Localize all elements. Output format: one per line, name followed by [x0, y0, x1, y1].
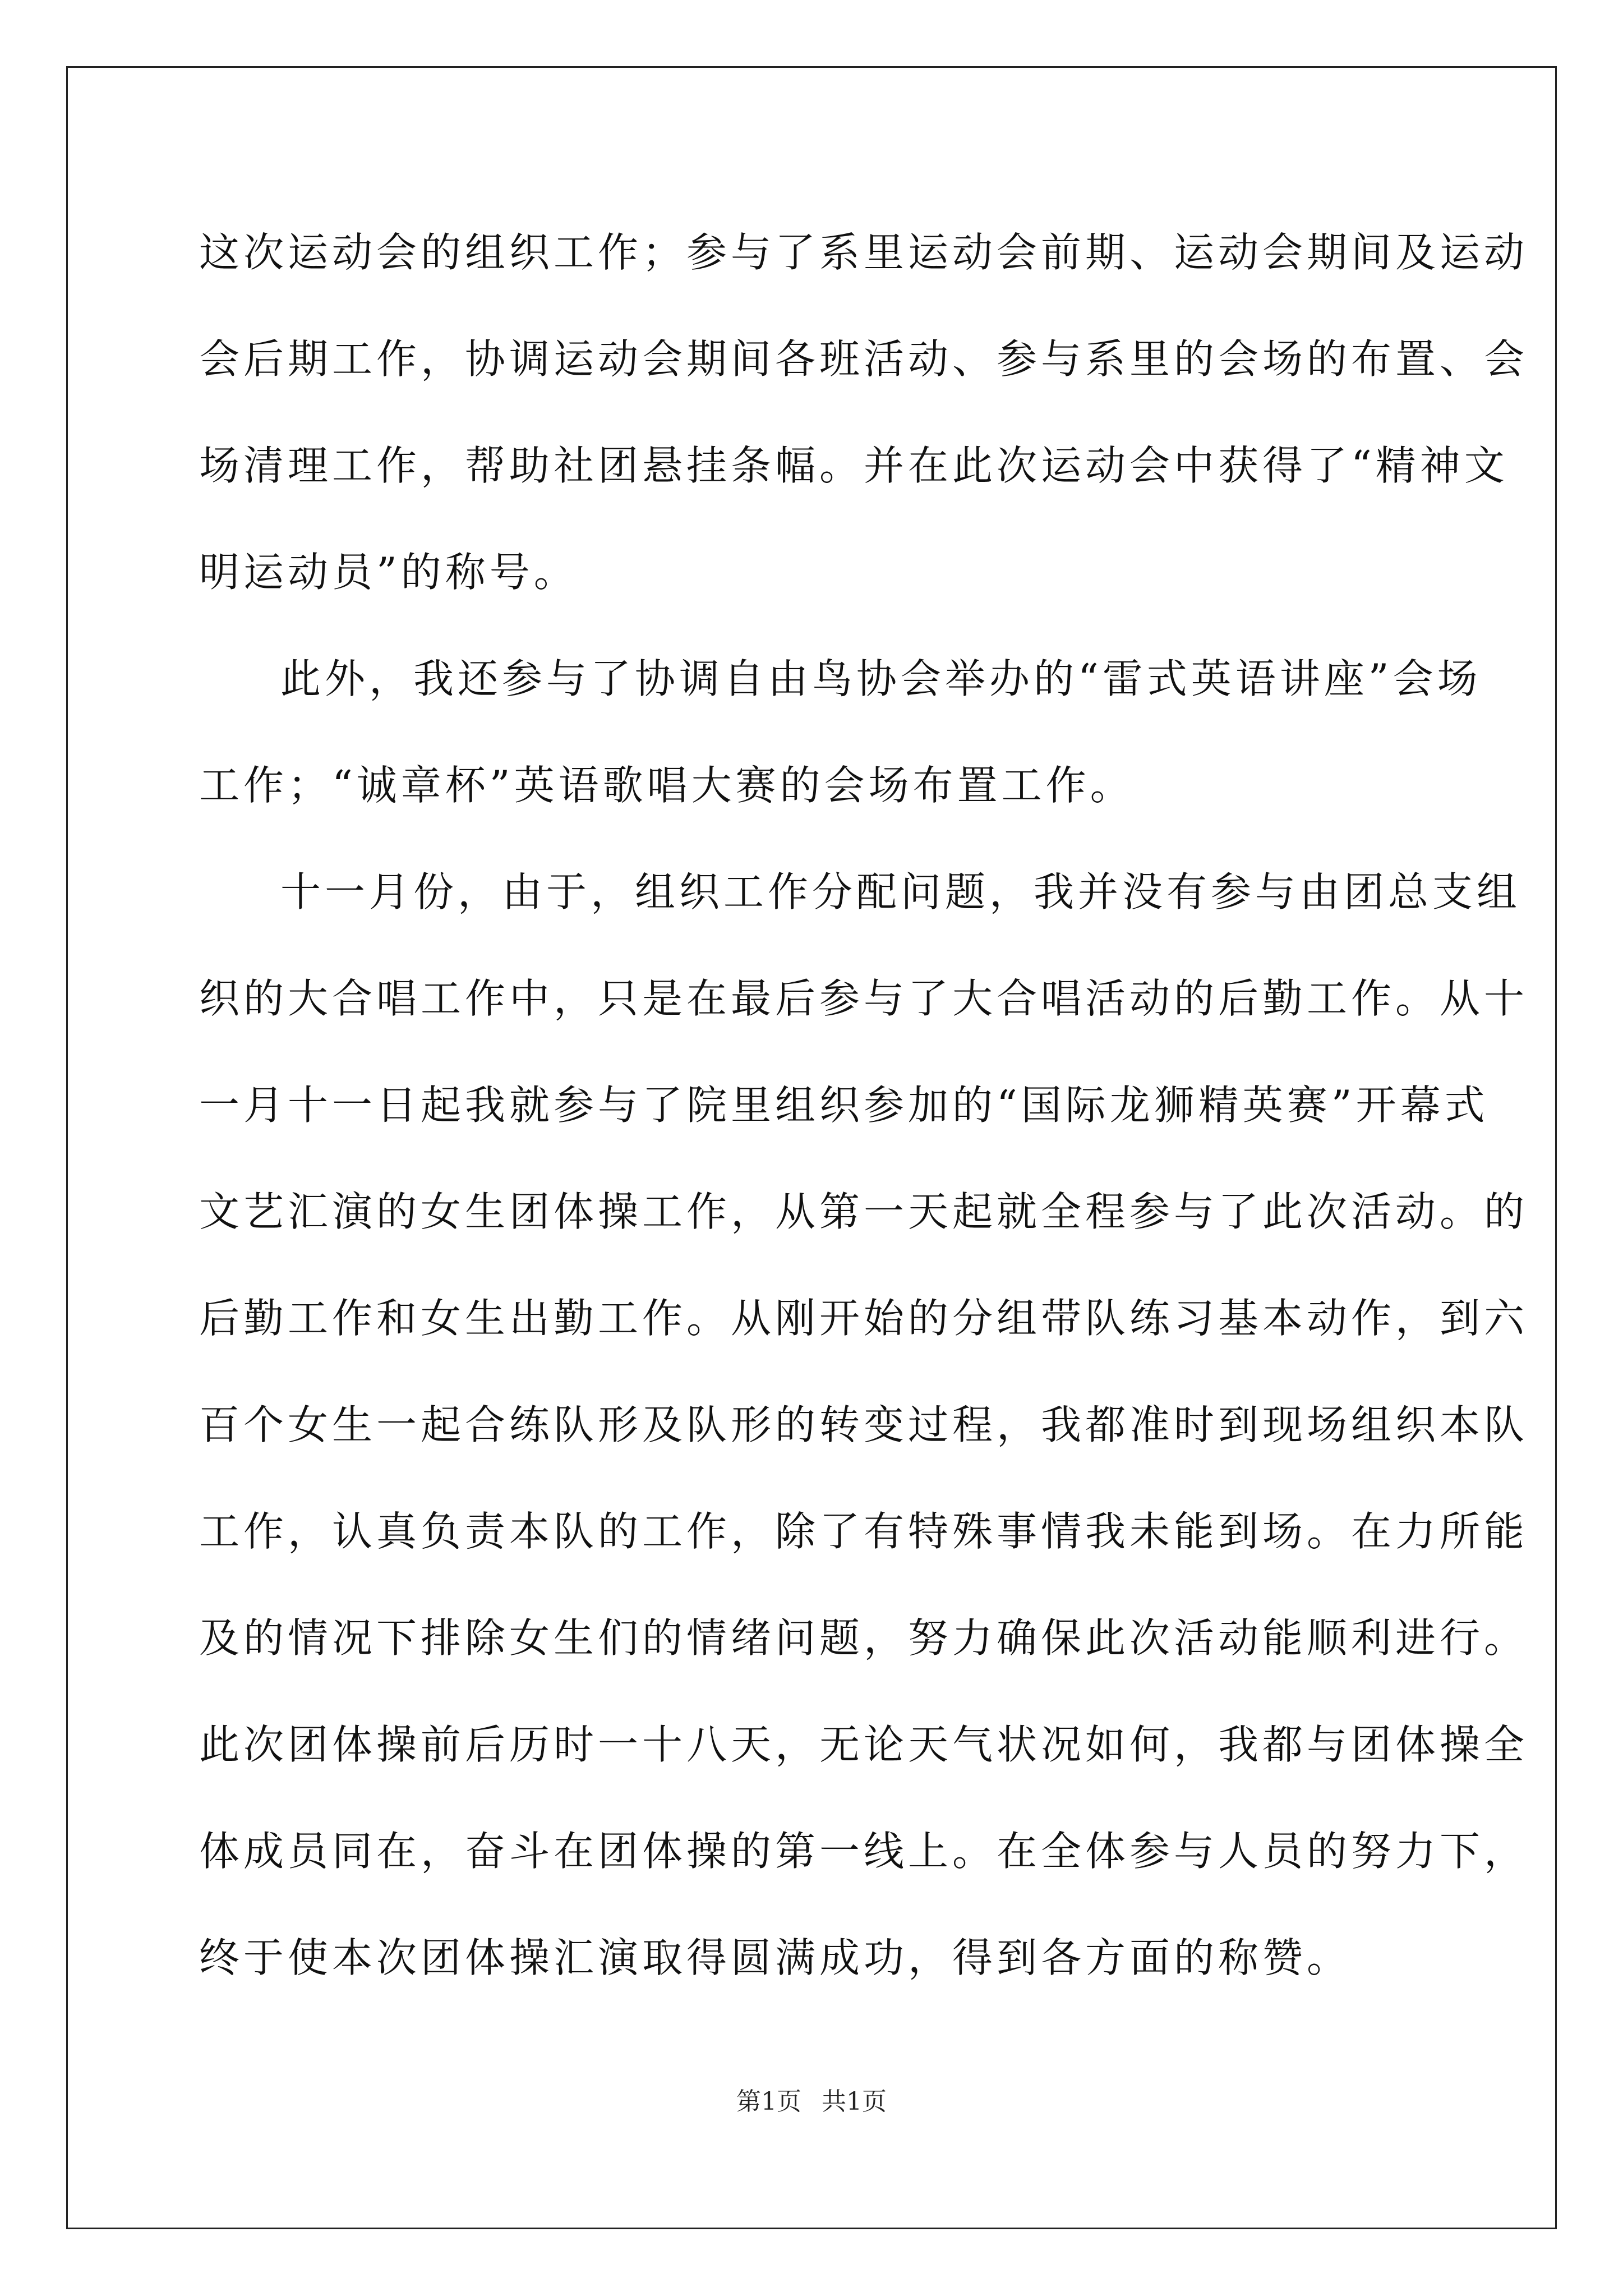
paragraph-3-line-3: 一月十一日起我就参与了院里组织参加的“国际龙狮精英赛”开幕式	[199, 1082, 1489, 1129]
paragraph-3-line-7: 工作，认真负责本队的工作，除了有特殊事情我未能到场。在力所能	[199, 1508, 1529, 1555]
paragraph-3-line-10: 体成员同在，奋斗在团体操的第一线上。在全体参与人员的努力下，	[199, 1828, 1529, 1875]
paragraph-3-line-5: 后勤工作和女生出勤工作。从刚开始的分组带队练习基本动作，到六	[199, 1295, 1529, 1342]
page-number: 第1页	[736, 2087, 801, 2116]
page-border	[66, 66, 1557, 2229]
paragraph-3-line-2: 织的大合唱工作中，只是在最后参与了大合唱活动的后勤工作。从十	[199, 975, 1529, 1022]
paragraph-3-line-1: 十一月份，由于，组织工作分配问题，我并没有参与由团总支组	[280, 868, 1521, 915]
paragraph-2-line-1: 此外，我还参与了协调自由鸟协会举办的“雷式英语讲座”会场	[280, 655, 1482, 702]
paragraph-3-line-4: 文艺汇演的女生团体操工作，从第一天起就全程参与了此次活动。的	[199, 1188, 1529, 1235]
paragraph-1-line-4: 明运动员”的称号。	[199, 549, 578, 596]
page-total: 共1页	[822, 2087, 887, 2116]
paragraph-1-line-1: 这次运动会的组织工作；参与了系里运动会前期、运动会期间及运动	[199, 229, 1529, 276]
paragraph-1-line-3: 场清理工作，帮助社团悬挂条幅。并在此次运动会中获得了“精神文	[199, 442, 1509, 489]
paragraph-2-line-2: 工作；“诚章杯”英语歌唱大赛的会场布置工作。	[199, 762, 1135, 809]
page-footer	[0, 2087, 1623, 2116]
paragraph-3-line-8: 及的情况下排除女生们的情绪问题，努力确保此次活动能顺利进行。	[199, 1614, 1529, 1662]
paragraph-3-line-9: 此次团体操前后历时一十八天，无论天气状况如何，我都与团体操全	[199, 1721, 1529, 1768]
paragraph-1-line-2: 会后期工作，协调运动会期间各班活动、参与系里的会场的布置、会	[199, 335, 1529, 383]
paragraph-3-line-11: 终于使本次团体操汇演取得圆满成功，得到各方面的称赞。	[199, 1934, 1352, 1981]
paragraph-3-line-6: 百个女生一起合练队形及队形的转变过程，我都准时到现场组织本队	[199, 1401, 1529, 1448]
